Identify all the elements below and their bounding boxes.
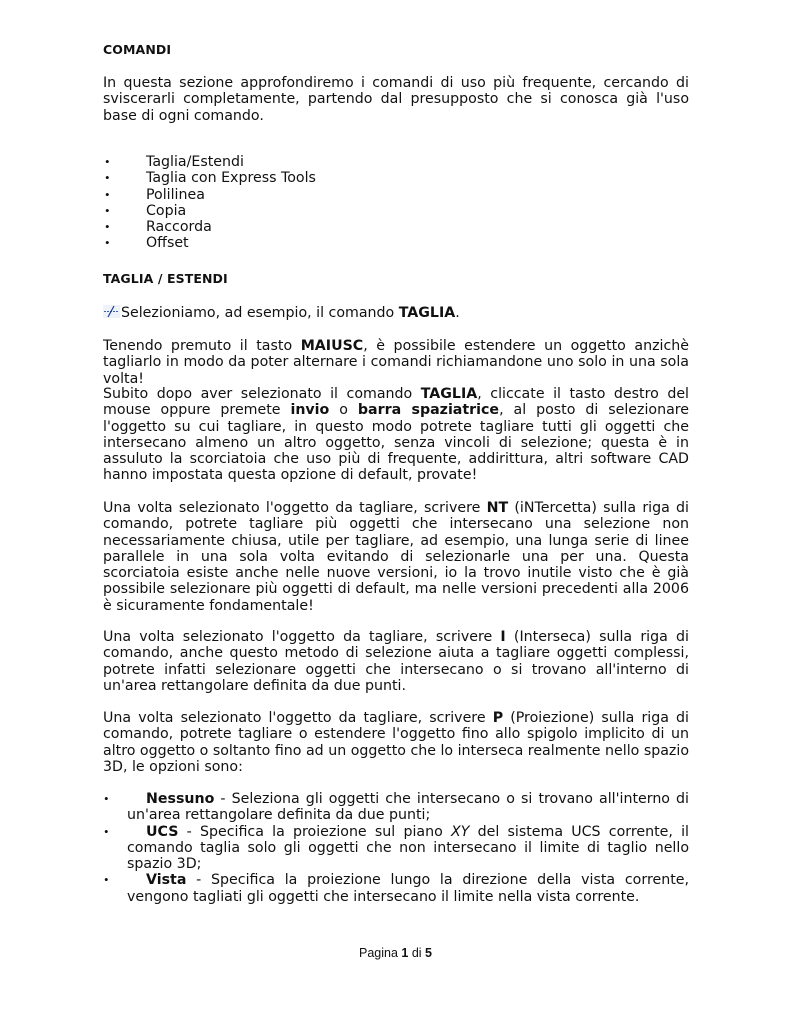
paragraph-trim-all: Subito dopo aver selezionato il comando TAGLIA, cliccate il tasto destro del mouse oppure premete invio o barra spaziatrice, al posto di selezionare l'oggetto su cui tagliare, in questo modo potrete tagliare tutti gli oggetti che intersecano almeno un altro oggetto, senza vincoli di selezione; questa è in assuluto la scorciatoia che uso più di frequente, addirittura, altri software CAD hanno impostata questa opzione di default, provate! bbox=[103, 386, 690, 484]
paragraph-fence-option: Una volta selezionato l'oggetto da tagliare, scrivere NT (iNTercetta) sulla riga di comando, potrete tagliare più oggetti che intersecano una selezione non necessariamente chiusa, utile per tagliare, ad esempio, una lunga serie di linee parallele in una sola volta evitando di selezionarle una per una. Questa scorciatoia esiste anche nelle nuove versioni, io la trovo inutile visto che è già possibile selezionare più oggetti di default, ma nelle versioni precedenti alla 2006 è sicuramente fondamentale! bbox=[103, 500, 689, 614]
list-item: • Polilinea bbox=[103, 187, 316, 203]
page-footer: Pagina 1 di 5 bbox=[359, 946, 432, 960]
list-item: • Taglia/Estendi bbox=[103, 154, 316, 170]
subsection-title: TAGLIA / ESTENDI bbox=[103, 271, 228, 286]
list-item: • Taglia con Express Tools bbox=[103, 170, 316, 186]
paragraph-projection-option: Una volta selezionato l'oggetto da tagliare, scrivere P (Proiezione) sulla riga di comando, potrete tagliare o estendere l'oggetto fino allo spigolo implicito di un altro oggetto o soltanto fino ad un oggetto che lo interseca realmente nello spazio 3D, le opzioni sono: bbox=[103, 710, 689, 775]
list-item: • UCS - Specifica la proiezione sul piano XY del sistema UCS corrente, il comando taglia solo gli oggetti che non intersecano il limite di taglio nello spazio 3D; bbox=[103, 824, 689, 873]
command-list bbox=[103, 154, 316, 252]
total-pages-number: 5 bbox=[425, 946, 432, 960]
list-item: • Vista - Specifica la proiezione lungo la direzione della vista corrente, vengono tagliati gli oggetti che intersecano il limite nella vista corrente. bbox=[103, 872, 689, 905]
list-item: • Copia bbox=[103, 203, 316, 219]
trim-icon bbox=[103, 305, 120, 318]
current-page-number: 1 bbox=[401, 946, 409, 960]
paragraph-shift-extend: Tenendo premuto il tasto MAIUSC, è possibile estendere un oggetto anzichè tagliarlo in modo da poter alternare i comandi richiamandone uno solo in una sola volta! bbox=[103, 338, 689, 387]
paragraph-crossing-option: Una volta selezionato l'oggetto da tagliare, scrivere I (Interseca) sulla riga di comando, anche questo metodo di selezione aiuta a tagliare oggetti complessi, potrete infatti selezionare oggetti che intersecano o si trovano all'interno di un'area rettangolare definita da due punti. bbox=[103, 629, 689, 694]
section-title: COMANDI bbox=[103, 42, 172, 57]
list-item: • Offset bbox=[103, 235, 316, 251]
intro-paragraph: In questa sezione approfondiremo i comandi di uso più frequente, cercando di sviscerarli completamente, partendo dal presupposto che si conosca già l'uso base di ogni comando. bbox=[103, 75, 689, 124]
projection-options-list bbox=[103, 791, 689, 905]
list-item: • Raccorda bbox=[103, 219, 316, 235]
paragraph-select-trim: Selezioniamo, ad esempio, il comando TAGLIA. bbox=[103, 305, 689, 321]
list-item: • Nessuno - Seleziona gli oggetti che intersecano o si trovano all'interno di un'area rettangolare definita da due punti; bbox=[103, 791, 689, 824]
